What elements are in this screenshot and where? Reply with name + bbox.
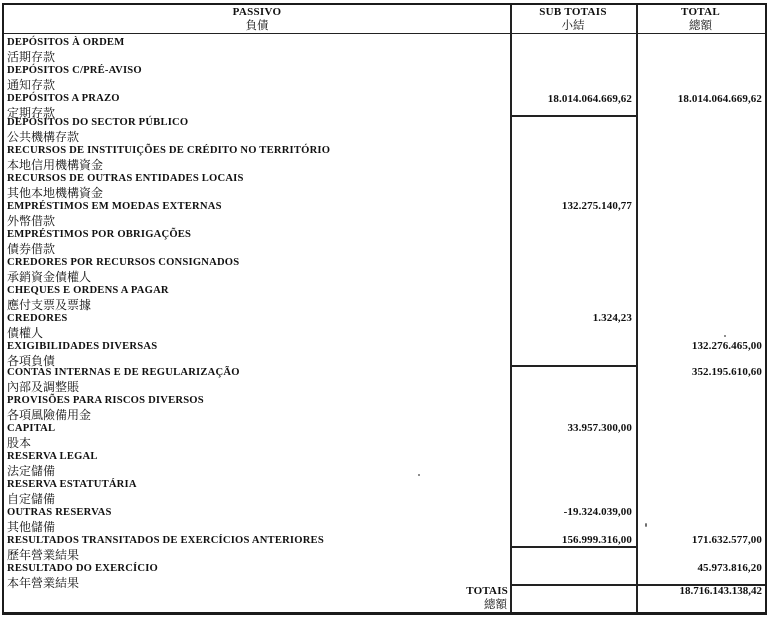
totals-label-zh: 總額 [484,598,507,611]
row-total-value: 18.014.064.669,62 [677,92,762,105]
row-total-value [636,449,762,463]
row-subtotal-value: 18.014.064.669,62 [547,92,632,105]
scan-artifact [645,523,647,527]
row-subtotal-value [510,393,632,407]
row-label-pt: EMPRÉSTIMOS POR OBRIGAÇÕES [7,228,192,240]
row-label-zh: 通知存款 [7,78,56,92]
row-label-zh: 外幣借款 [7,213,56,228]
passivo-header-label: PASSIVO [232,5,282,18]
section-creditors [4,115,765,368]
row-label-pt: RESERVA ESTATUTÁRIA [7,478,137,490]
row-total-value: 45.973.816,20 [697,562,762,574]
liabilities-table [2,3,767,615]
row-subtotal-value [510,339,632,353]
liability-row [4,393,765,421]
row-label-zh: 債權人 [7,325,44,340]
liability-row [4,505,765,533]
row-label-pt: PROVISÕES PARA RISCOS DIVERSOS [7,394,204,406]
row-label-zh: 定期存款 [7,106,56,120]
row-label-pt: CONTAS INTERNAS E DE REGULARIZAÇÃO [7,366,240,378]
liability-row [4,199,765,227]
total-header-label: TOTAL [681,5,720,18]
row-label-pt: EXIGIBILIDADES DIVERSAS [7,340,158,352]
row-subtotal-value [510,64,632,78]
row-total-value [636,36,762,50]
row-label-zh: 應付支票及票據 [7,297,92,312]
liability-row [4,477,765,505]
row-subtotal-value [510,477,632,491]
scan-artifact [418,474,420,476]
liability-row [4,171,765,199]
row-total-value [636,421,762,435]
row-total-value [636,505,762,519]
liability-row [4,311,765,339]
liability-row [4,449,765,477]
row-total-value [636,311,762,325]
row-subtotal-value: 33.957.300,00 [567,422,632,434]
header-cell-total [636,5,765,33]
row-label-pt: RESULTADOS TRANSITADOS DE EXERCÍCIOS ANTERIORES [7,534,324,546]
row-label-zh: 公共機構存款 [7,129,80,144]
totals-row [4,584,765,612]
row-total-value [636,199,762,213]
row-subtotal-value: 156.999.316,00 [561,534,632,546]
row-label-zh: 其他本地機構資金 [7,185,104,200]
scan-artifact [724,335,726,337]
subtotals-header-label-zh: 小結 [561,19,585,32]
table-body [4,36,765,590]
row-label-zh: 自定儲備 [7,491,56,506]
row-total-value [636,393,762,407]
row-label-zh: 股本 [7,435,32,450]
row-total-value [636,64,762,78]
liability-row [4,143,765,171]
row-subtotal-value: -19.324.039,00 [563,506,632,518]
row-label-zh: 法定儲備 [7,463,56,478]
row-label-pt: CHEQUES E ORDENS A PAGAR [7,284,169,296]
row-label-pt: DEPÓSITOS C/PRÉ-AVISO [7,65,142,76]
column-divider-passivo-subtotals [510,5,512,612]
subtotal-box-rule-results [510,546,637,548]
row-total-value [636,477,762,491]
row-label-pt: RESULTADO DO EXERCÍCIO [7,562,158,574]
row-subtotal-value [510,227,632,241]
row-label-pt: DEPÓSITOS À ORDEM [7,37,125,48]
row-label-zh: 活期存款 [7,50,56,64]
row-label-zh: 本年營業結果 [7,575,80,590]
row-label-pt: OUTRAS RESERVAS [7,506,112,518]
row-label-zh: 歷年營業結果 [7,547,80,562]
row-total-value: 171.632.577,00 [691,534,762,546]
row-subtotal-value [510,36,632,50]
liability-row [4,255,765,283]
grand-total-value: 18.716.143.138,42 [679,585,762,597]
totals-label: TOTAIS [466,585,508,597]
total-header-label-zh: 總額 [689,19,712,32]
liability-row [4,227,765,255]
row-label-zh: 本地信用機構資金 [7,157,104,172]
row-subtotal-value [510,115,632,129]
row-label-zh: 債券借款 [7,241,56,256]
liability-row [4,115,765,143]
row-label-pt: DEPÓSITOS DO SECTOR PÚBLICO [7,116,189,128]
row-subtotal-value [510,143,632,157]
row-total-value [636,227,762,241]
row-label-pt: RECURSOS DE INSTITUIÇÕES DE CRÉDITO NO TERRITÓRIO [7,144,331,156]
table-header [4,5,765,34]
liability-row [4,64,765,92]
section-deposits [4,36,765,120]
row-subtotal-value [510,449,632,463]
row-total-value [636,283,762,297]
row-label-zh: 承銷資金債權人 [7,269,92,284]
row-subtotal-value [510,255,632,269]
liability-row [4,421,765,449]
row-label-zh: 各項負債 [7,353,56,368]
row-total-value [636,143,762,157]
row-label-pt: CAPITAL [7,422,56,434]
row-label-zh: 其他儲備 [7,519,56,534]
row-label-pt: RECURSOS DE OUTRAS ENTIDADES LOCAIS [7,172,244,184]
row-label-pt: DEPÓSITOS A PRAZO [7,93,120,104]
liability-row [4,339,765,367]
liability-row [4,365,765,393]
totals-row-top-rule [510,584,765,586]
row-subtotal-value [510,365,632,379]
row-label-pt: CREDORES POR RECURSOS CONSIGNADOS [7,256,240,268]
row-label-zh: 各項風險備用金 [7,407,92,422]
row-label-pt: CREDORES [7,312,68,324]
passivo-header-label-zh: 負債 [245,19,269,32]
liability-row [4,283,765,311]
row-label-pt: RESERVA LEGAL [7,450,98,462]
header-cell-passivo [4,5,510,33]
row-subtotal-value [510,283,632,297]
row-total-value [636,115,762,129]
subtotal-box-rule-creditors [510,365,637,367]
subtotal-box-rule-deposits [510,115,637,117]
row-label-zh: 內部及調整賬 [7,379,80,394]
row-subtotal-value: 1.324,23 [592,312,632,324]
row-subtotal-value [510,561,632,575]
row-subtotal-value [510,171,632,185]
liability-row [4,36,765,64]
row-label-pt: EMPRÉSTIMOS EM MOEDAS EXTERNAS [7,200,222,212]
row-total-value: 352.195.610,60 [691,366,762,378]
row-total-value [636,171,762,185]
row-subtotal-value: 132.275.140,77 [561,200,632,212]
column-divider-subtotals-total [636,5,638,612]
section-capital-and-results [4,365,765,590]
header-cell-subtotals [510,5,636,33]
row-total-value: 132.276.465,00 [691,340,762,352]
row-total-value [636,255,762,269]
subtotals-header-label: SUB TOTAIS [539,5,607,18]
liability-row [4,533,765,561]
